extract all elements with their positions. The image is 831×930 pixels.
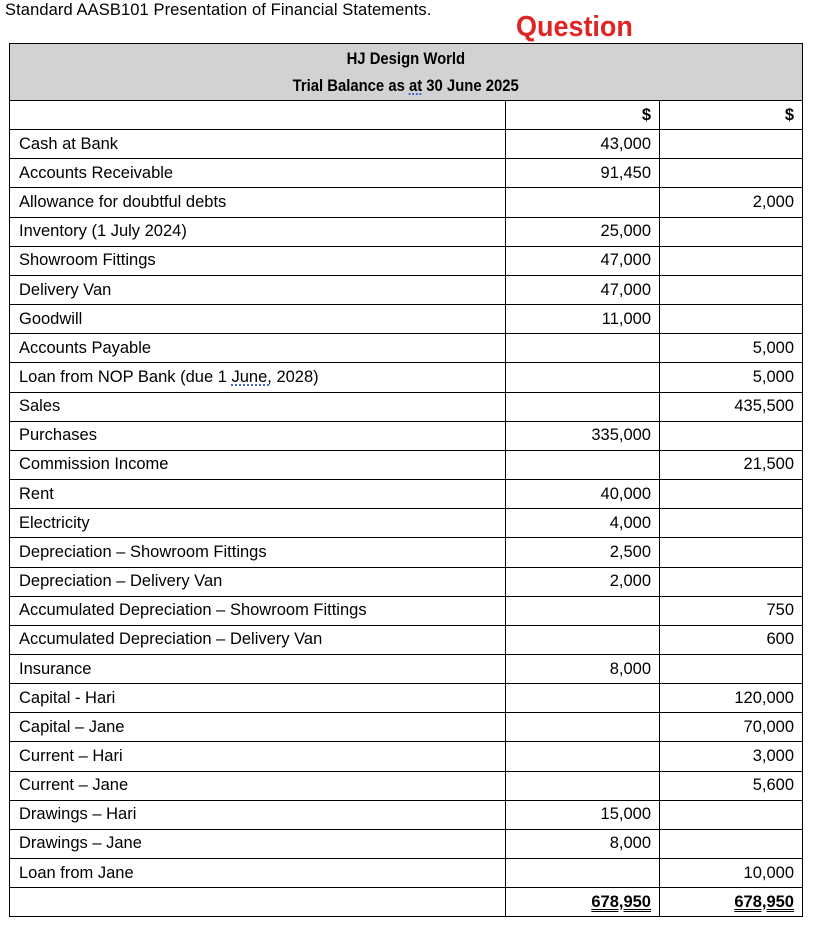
debit-amount	[506, 684, 660, 713]
table-row	[10, 246, 803, 275]
account-name: Allowance for doubtful debts	[10, 188, 506, 217]
debit-amount: 40,000	[506, 480, 660, 509]
account-name: Current – Jane	[10, 771, 506, 800]
table-row	[10, 567, 803, 596]
debit-amount: 47,000	[506, 275, 660, 304]
credit-amount	[660, 509, 803, 538]
account-name: Rent	[10, 480, 506, 509]
table-row	[10, 538, 803, 567]
standard-heading: Standard AASB101 Presentation of Financial Statements.	[5, 1, 432, 19]
credit-amount: 5,000	[660, 363, 803, 392]
account-name: Delivery Van	[10, 275, 506, 304]
credit-amount	[660, 305, 803, 334]
table-row	[10, 596, 803, 625]
table-row	[10, 771, 803, 800]
credit-amount: 70,000	[660, 713, 803, 742]
account-name: Electricity	[10, 509, 506, 538]
account-name: Accounts Payable	[10, 334, 506, 363]
account-name: Loan from Jane	[10, 859, 506, 888]
debit-amount	[506, 392, 660, 421]
debit-currency-symbol: $	[506, 101, 660, 130]
debit-amount	[506, 625, 660, 654]
table-row	[10, 829, 803, 858]
account-name: Cash at Bank	[10, 130, 506, 159]
account-name: Drawings – Jane	[10, 829, 506, 858]
table-row	[10, 654, 803, 683]
question-tag: Question	[516, 11, 633, 43]
credit-amount	[660, 130, 803, 159]
table-row	[10, 859, 803, 888]
table-row	[10, 421, 803, 450]
account-name: Purchases	[10, 421, 506, 450]
debit-amount: 43,000	[506, 130, 660, 159]
debit-amount	[506, 771, 660, 800]
table-row	[10, 334, 803, 363]
debit-amount: 8,000	[506, 829, 660, 858]
account-name: Capital - Hari	[10, 684, 506, 713]
table-row	[10, 305, 803, 334]
debit-total: 678,950	[591, 892, 651, 911]
debit-amount: 335,000	[506, 421, 660, 450]
table-row	[10, 392, 803, 421]
company-name: HJ Design World	[346, 50, 466, 68]
debit-amount: 8,000	[506, 654, 660, 683]
account-name: Loan from NOP Bank (due 1 June, 2028)	[10, 363, 506, 392]
credit-amount: 120,000	[660, 684, 803, 713]
blank-cell	[10, 888, 506, 917]
debit-amount	[506, 334, 660, 363]
blank-cell	[10, 101, 506, 130]
title-row	[10, 44, 803, 101]
credit-amount	[660, 275, 803, 304]
table-row	[10, 130, 803, 159]
credit-amount: 3,000	[660, 742, 803, 771]
credit-amount	[660, 567, 803, 596]
debit-amount: 4,000	[506, 509, 660, 538]
totals-row	[10, 888, 803, 917]
credit-currency-symbol: $	[660, 101, 803, 130]
credit-amount	[660, 159, 803, 188]
debit-amount: 11,000	[506, 305, 660, 334]
account-name: Capital – Jane	[10, 713, 506, 742]
account-name: Goodwill	[10, 305, 506, 334]
table-row	[10, 363, 803, 392]
report-title	[10, 44, 803, 101]
debit-amount	[506, 859, 660, 888]
account-name: Accumulated Depreciation – Delivery Van	[10, 625, 506, 654]
account-name: Insurance	[10, 654, 506, 683]
credit-amount: 435,500	[660, 392, 803, 421]
debit-amount	[506, 450, 660, 479]
credit-amount	[660, 480, 803, 509]
debit-amount	[506, 713, 660, 742]
credit-amount	[660, 654, 803, 683]
debit-amount: 47,000	[506, 246, 660, 275]
credit-amount	[660, 800, 803, 829]
report-subtitle: Trial Balance as at 30 June 2025	[292, 77, 520, 95]
debit-amount: 2,500	[506, 538, 660, 567]
credit-amount: 5,000	[660, 334, 803, 363]
table-row	[10, 450, 803, 479]
credit-amount: 10,000	[660, 859, 803, 888]
debit-amount: 15,000	[506, 800, 660, 829]
debit-amount	[506, 742, 660, 771]
trial-balance-table	[9, 43, 803, 917]
account-name: Drawings – Hari	[10, 800, 506, 829]
table-row	[10, 800, 803, 829]
credit-amount: 750	[660, 596, 803, 625]
account-name: Commission Income	[10, 450, 506, 479]
table-row	[10, 217, 803, 246]
credit-amount	[660, 829, 803, 858]
debit-amount	[506, 188, 660, 217]
account-name: Sales	[10, 392, 506, 421]
table-row	[10, 159, 803, 188]
debit-amount: 25,000	[506, 217, 660, 246]
credit-amount: 21,500	[660, 450, 803, 479]
credit-amount	[660, 538, 803, 567]
debit-total-cell	[506, 888, 660, 917]
credit-total: 678,950	[734, 892, 794, 911]
currency-row	[10, 101, 803, 130]
table-row	[10, 275, 803, 304]
account-name: Accumulated Depreciation – Showroom Fittings	[10, 596, 506, 625]
credit-amount: 5,600	[660, 771, 803, 800]
credit-amount: 600	[660, 625, 803, 654]
credit-amount: 2,000	[660, 188, 803, 217]
table-row	[10, 480, 803, 509]
account-name: Showroom Fittings	[10, 246, 506, 275]
table-row	[10, 742, 803, 771]
credit-amount	[660, 217, 803, 246]
credit-amount	[660, 421, 803, 450]
table-row	[10, 509, 803, 538]
debit-amount: 2,000	[506, 567, 660, 596]
credit-amount	[660, 246, 803, 275]
table-row	[10, 188, 803, 217]
table-row	[10, 684, 803, 713]
account-name: Accounts Receivable	[10, 159, 506, 188]
credit-total-cell	[660, 888, 803, 917]
account-name: Current – Hari	[10, 742, 506, 771]
account-name: Inventory (1 July 2024)	[10, 217, 506, 246]
account-name: Depreciation – Delivery Van	[10, 567, 506, 596]
debit-amount	[506, 596, 660, 625]
debit-amount	[506, 363, 660, 392]
account-name: Depreciation – Showroom Fittings	[10, 538, 506, 567]
table-row	[10, 713, 803, 742]
debit-amount: 91,450	[506, 159, 660, 188]
table-row	[10, 625, 803, 654]
